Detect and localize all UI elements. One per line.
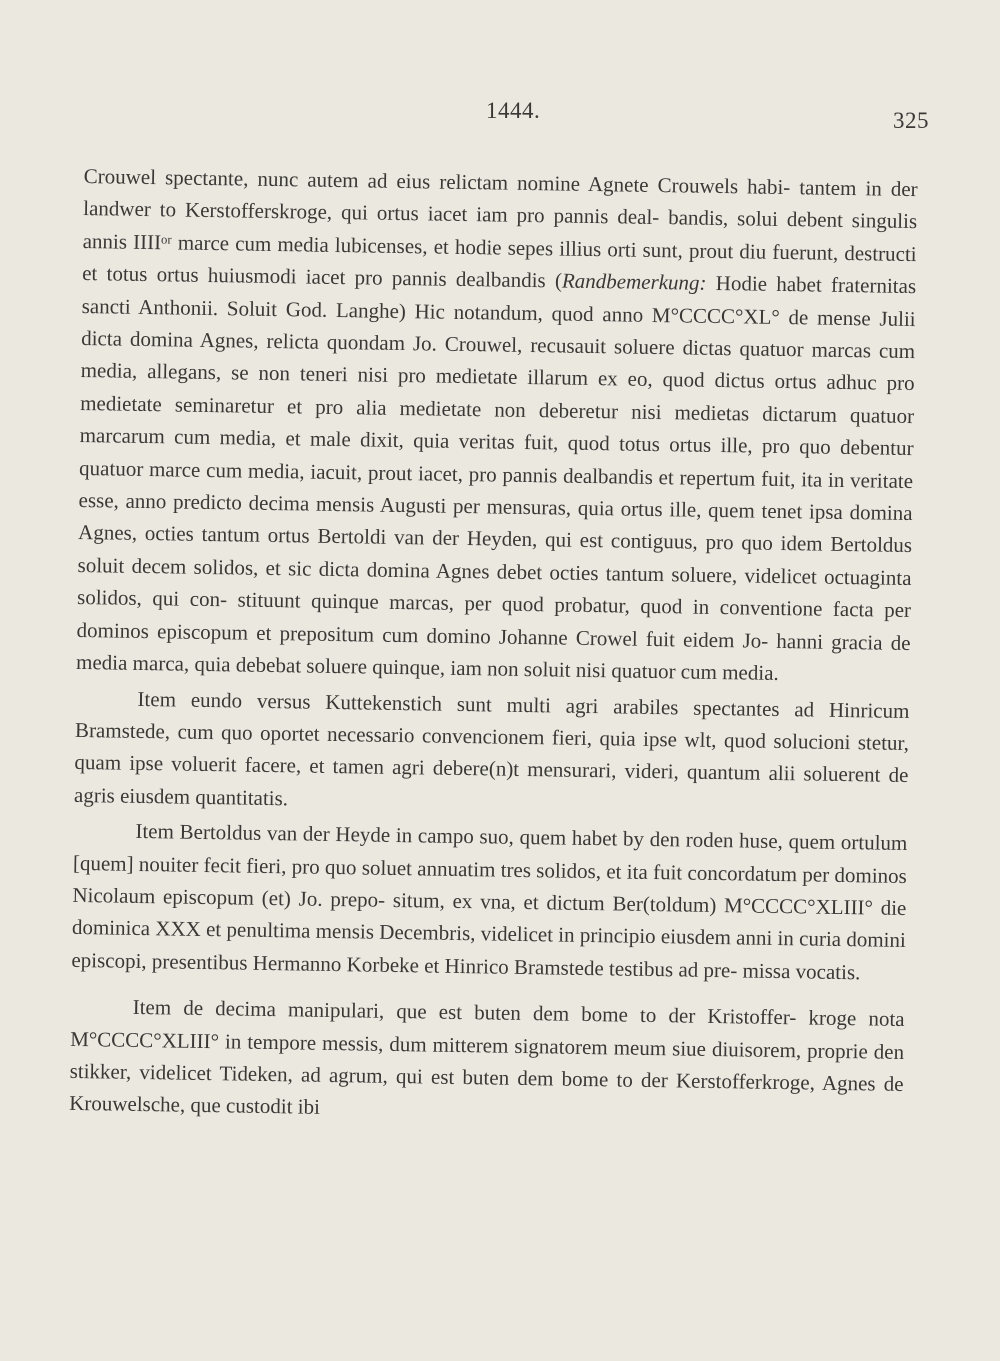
paragraph-1-part-b: Hodie habet fraternitas sancti Anthonii. Soluit God. Langhe) Hic notandum, quod anno M°CCCC°XL° de mense Julii dicta domina Agnes, relicta quondam Jo. Crouwel, recusauit soluere dictas quatuor marcas cum media, allegans, se non teneri nisi pro medietate illarum ex eo, quod dictus ortus adhuc pro medietate seminaretur et pro alia medietate non deberetur nisi medietas dictarum quatuor marcarum cum media, et male dixit, quia veritas fuit, quod totus ortus ille, pro quo debentur quatuor marce cum media, iacuit, prout iacet, pro pannis dealbandis et repertum fuit, ita in veritate esse, anno predicto decima mensis Augusti per mensuras, quia ortus ille, quem tenet ipsa domina Agnes, octies tantum ortus Bertoldi van der Heyden, qui est contiguus, pro quo idem Bertoldus soluit decem solidos, et sic dicta domina Agnes debet octies tantum soluere, videlicet octuaginta solidos, qui con- stituunt quinque marcas, per quod probatur, quod in conventione facta per dominos episcopum et prepositum cum domino Johanne Crowel fuit eidem Jo- hanni gracia de media marca, quia debebat soluere quinque, iam non soluit nisi quatuor cum media. [75,271,917,686]
paragraph-kuttekenstich: Item eundo versus Kuttekenstich sunt multi agri arabiles spectantes ad Hinricum Bramstede, cum quo oportet necessario convencionem fieri, quia ipse wlt, quod solucioni stetur, quam ipse voluerit facere, et tamen agri debere(n)t mensurari, videri, quantum alii soluerent de agris eiusdem quantitatis. [73,686,910,811]
body-text [69,160,918,1133]
paragraph-continuation [76,160,918,692]
page-number: 325 [893,108,929,133]
paragraph-bertoldus: Item Bertoldus van der Heyde in campo suo, quem habet by den roden huse, quem ortulum [quem] nouiter fecit fieri, pro quo soluet annuatim tres solidos, et ita fuit concordatum per dominos Nicolaum episcopum (et) Jo. prepo- situm, ex vna, et dictum Ber(toldum) M°CCCC°XLIII° die dominica XXX et penultima mensis Decembris, videlicet in principio eiusdem anni in curia domini episcopi, presentibus Hermanno Korbeke et Hinrico Bramstede testibus ad pre- missa vocatis. [71,819,908,985]
running-head-year: 1444. [486,98,541,123]
paragraph-decima: Item de decima manipulari, que est buten dem bome to der Kristoffer- kroge nota M°CCCC°XLIII° in tempore messis, dum mitterem signatorem meum siue diuisorem, proprie den stikker, videlicet Tideken, ad agrum, qui est buten dem bome to der Kerstofferkroge, Agnes de Krouwelsche, que custodit ibi [68,995,905,1120]
paragraph-1-part-a: Crouwel spectante, nunc autem ad eius relictam nomine Agnete Crouwels habi- tantem in der landwer to Kerstofferskroge, qui ortus iacet iam pro pannis deal- bandis, solui debent singulis annis IIIIᵒʳ marce cum media lubicenses, et hodie sepes illius orti sunt, prout diu fuerunt, destructi et totus ortus huiusmodi iacet pro pannis dealbandis ( [82,163,918,293]
page-header [0,96,1000,136]
marginal-note-label: Randbemerkung: [561,268,707,296]
